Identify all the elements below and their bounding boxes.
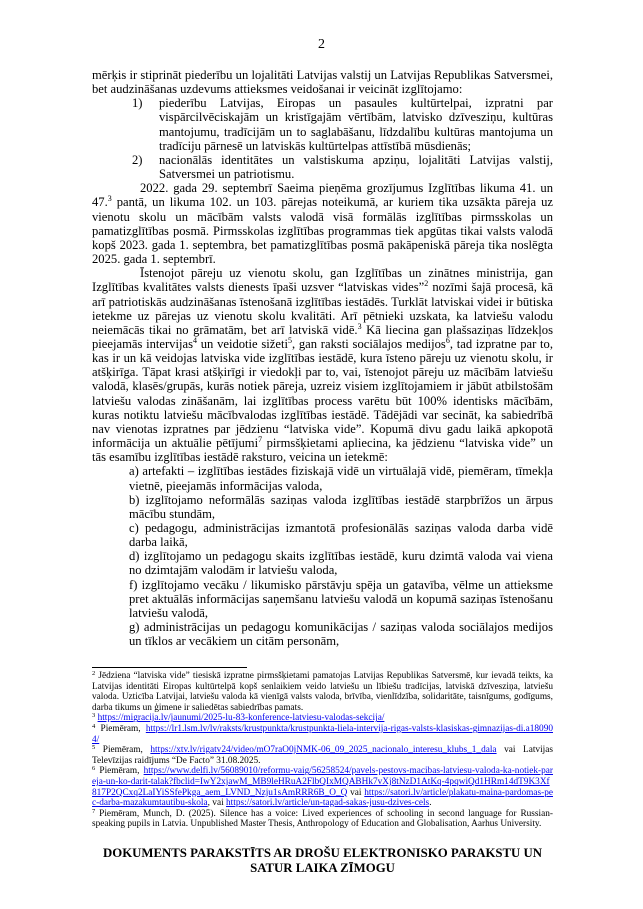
footnote-7 bbox=[92, 809, 553, 830]
footnote-number: 7 bbox=[92, 807, 96, 815]
list-item: c) pedagogu, administrācijas izmantotā profesionālās saziņas valoda darba vidē darba laikā, bbox=[129, 521, 553, 550]
footnote-number: 3 bbox=[92, 712, 96, 720]
footnote-5 bbox=[92, 745, 553, 766]
list-item bbox=[92, 153, 553, 181]
footnote-number: 6 bbox=[92, 765, 96, 773]
text: Kā liecina gan plašsaziņas līdzekļos pieejamās intervijas bbox=[92, 322, 553, 351]
footnote-text: vai bbox=[347, 787, 365, 798]
signature-notice bbox=[92, 846, 553, 876]
list-item: b) izglītojamo neformālās saziņas valoda izglītības iestādē starpbrīžos un ārpus mācību stundām, bbox=[129, 492, 553, 521]
footnote-ref[interactable]: 6 bbox=[445, 335, 450, 345]
paragraph-law-amendments bbox=[92, 181, 553, 266]
list-item: f) izglītojamo vecāku / likumisko pārstāvju spēja un gatavība, vēlme un attieksme pret aktuālās informācijas saņemšanu latviešu valodā un kopumā saziņas īstenošanu latviešu valodā, bbox=[129, 577, 553, 620]
list-item: g) administrācijas un pedagogu komunikācijas / saziņas valoda sociālajos medijos un tīklos ar vecākiem un citām personām, bbox=[129, 620, 553, 649]
footnote-divider bbox=[92, 667, 247, 668]
list-text: nacionālās identitātes un valstiskuma apziņu, lojalitāti Latvijas valstij, Satversmei un patriotismu. bbox=[159, 152, 553, 182]
footnote-text: Piemēram, Munch, D. (2025). Silence has a voice: Lived experiences of schooling in second language for Russian-speaking pupils in Latvia. Unpublished Master Thesis, Anthropology of Education and Globalisation, Aarhus University. bbox=[92, 808, 553, 830]
text: , gan raksti sociālajos medijos bbox=[291, 336, 446, 351]
paragraph-latvian-environment bbox=[92, 266, 553, 464]
footnote-ref[interactable]: 3 bbox=[107, 194, 112, 204]
footnote-ref[interactable]: 7 bbox=[258, 435, 263, 445]
numbered-list bbox=[92, 96, 553, 181]
footnote-4 bbox=[92, 724, 553, 745]
footnote-3 bbox=[92, 713, 553, 724]
intro-paragraph: mērķis ir stiprināt piederību un lojalitāti Latvijas valstij un Latvijas Republikas Satversmei, bet audzināšanas uzdevums attieksmes veidošanai ir veicināt izglītojamo: bbox=[92, 68, 553, 97]
footnote-text: Jēdziena “latviska vide” tiesiskā izpratne pirmsšķietami pamatojas Latvijas Republikas Satversmē, kur ievadā teikts, ka Latvijas identitāti Eiropas kultūrtelpā kopš senlaikiem veido latviešu un lībiešu tradīcijas, latviskā dzīvesziņa, latviešu valoda. Uzticība Latvijai, latviešu valoda kā vienīgā valsts valoda, brīvība, vienlīdzība, solidaritāte, taisnīgums, godīgums, darba tikums un ģimene ir saliedētas sabiedrības pamats. bbox=[92, 671, 553, 713]
footnote-link[interactable]: https://migracija.lv/jaunumi/2025-lu-83-konference-latviesu-valodas-sekcija/ bbox=[97, 713, 385, 724]
signature-notice-line: DOKUMENTS PARAKSTĪTS AR DROŠU ELEKTRONISKO PARAKSTU UN bbox=[103, 846, 542, 860]
footnote-number: 2 bbox=[92, 670, 96, 677]
text: pantā, un likuma 102. un 103. pārejas noteikumā, ar kuriem tika uzsākta pāreja uz vienotu skolu un mācībām valsts valodā visā formālās izglītības pirmsskolas un pamatizglītības posmā. Pirmsskolas izglītības programmas tiek apgūtas tikai valsts valodā kopš 2023. gada 1. septembra, bet pamatizglītības posmā pakāpeniskā pāreja tika noslēgta 2025. gada 1. septembrī. bbox=[92, 195, 553, 267]
list-text: piederību Latvijas, Eiropas un pasaules kultūrtelpai, izpratni par vispārcilvēciskajām un kristīgajām vērtībām, latvisko dzīvesziņu, kultūras mantojumu, tradīcijām un to saglabāšanu, līdzdalību kultūras mantojuma un tradīciju pārnesē un latviskās kultūrtelpas attīstībā mūsdienās; bbox=[159, 96, 553, 153]
text: , tad izpratne par to, kas ir un kā veidojas latviska vide izglītības iestādē, kura īsteno pāreju uz vienotu skolu, ir atšķirīga. Tāpat krasi atšķirīgi ir viedokļi par to, vai, īstenojot pāreju uz mācībām latviešu valodā, klasēs/grupās, kurās notiek pāreja, uzreiz visiem izglītojamiem ir jābūt atbilstošām latviešu valodas zināšanām, lai izglītības process varētu būt 100% identisks mācībām, kuras notiktu latviešu mācībvalodas izglītības iestādē. Tādējādi var secināt, ka sabiedrībā nav vienotas izpratnes par jēdzienu “latviska vide”. Kopumā divu gadu laikā apkopotā informācija un aktuālie pētījumi bbox=[92, 336, 553, 451]
footnote-link[interactable]: https://www.delfi.lv/56089010/reformu-vaig/56258524/pavels-pestovs-macibas-latviesu-valoda-ka-notiek-pareja-un-ko-darit-talak?fbclid=IwY2xjawM_MB9leHRuA2FlbQIxMQABHk7vXj8tNzD1AtKq-4pqwiQd1HRm14dT9K3Xf817P2QCxq2LaIYiSSfePkga_aem_LVND_Nzju1sAmRRR6B_O_Q bbox=[92, 766, 553, 798]
list-item bbox=[92, 96, 553, 153]
footnote-text: Piemēram, bbox=[95, 766, 144, 777]
footnote-text: . bbox=[429, 798, 432, 809]
signature-notice-line: SATUR LAIKA ZĪMOGU bbox=[250, 861, 395, 875]
document-body bbox=[92, 68, 553, 648]
footnote-link[interactable]: https://xtv.lv/rigatv24/video/mO7raO0jNMK-06_09_2025_nacionalo_interesu_klubs_1_dala bbox=[150, 745, 497, 756]
lettered-list bbox=[92, 464, 553, 648]
footnote-6 bbox=[92, 766, 553, 808]
text: nozīmi šajā procesā, kā arī patriotiskās audzināšanas īstenošanā izglītības iestādēs. Turklāt latviskai videi ir būtiska ietekme uz pārejas uz vienotu skolu kvalitāti. Arī pētnieki uzskata, ka latviešu valodu neiemācās tikai no grāmatām, bet arī latviskā vidē. bbox=[92, 280, 553, 337]
footnote-ref[interactable]: 3 bbox=[357, 321, 362, 331]
footnote-number: 4 bbox=[92, 722, 96, 730]
text: 2022. gada 29. septembrī Saeima pieņēma grozījumus Izglītības likuma 41. un 47. bbox=[92, 181, 553, 210]
footnote-link[interactable]: https://satori.lv/article/plakatu-maina-pardomas-pec-darba-mazakumtautibu-skola bbox=[92, 787, 553, 809]
text: un veidotie sižeti bbox=[196, 336, 288, 351]
footnote-link[interactable]: https://satori.lv/article/un-tagad-sakas-jusu-dzives-cels bbox=[226, 798, 430, 809]
footnote-ref[interactable]: 4 bbox=[192, 335, 197, 345]
list-number: 1) bbox=[132, 96, 143, 111]
footnote-number: 5 bbox=[92, 744, 96, 752]
footnote-text: vai Latvijas Televīzijas raidījums “De Facto” 31.08.2025. bbox=[92, 745, 553, 766]
footnote-ref[interactable]: 2 bbox=[424, 279, 429, 289]
page-number: 2 bbox=[318, 37, 325, 52]
list-number: 2) bbox=[132, 152, 143, 167]
footnote-text: Piemēram, bbox=[95, 723, 146, 734]
list-item: d) izglītojamo un pedagogu skaits izglītības iestādē, kuru dzimtā valoda vai viena no dzimtajām valodām ir latviešu valoda, bbox=[129, 549, 553, 578]
list-item: a) artefakti – izglītības iestādes fiziskajā vidē un virtuālajā vidē, piemēram, tīmekļa vietnē, pieejamās informācijas valoda, bbox=[129, 464, 553, 493]
footnote-text: Piemēram, bbox=[95, 745, 151, 756]
text: pirmsšķietami apliecina, ka jēdzienu “latviska vide” un tās esamību izglītības iestādē raksturo, veicina un ietekmē: bbox=[92, 436, 553, 465]
text: Īstenojot pāreju uz vienotu skolu, gan Izglītības un zinātnes ministrija, gan Izglītības kvalitātes valsts dienests īpaši uzsver “latviskas vides” bbox=[92, 266, 553, 295]
footnote-link[interactable]: https://lr1.lsm.lv/lv/raksts/krustpunkta/krustpunkta-liela-intervija-rigas-valsts-klasiskas-gimnazijas-di.a180904/ bbox=[92, 723, 553, 745]
footnote-2 bbox=[92, 671, 553, 713]
footnote-text: , vai bbox=[207, 798, 226, 809]
footnote-ref[interactable]: 5 bbox=[287, 335, 292, 345]
footnotes bbox=[92, 671, 553, 830]
